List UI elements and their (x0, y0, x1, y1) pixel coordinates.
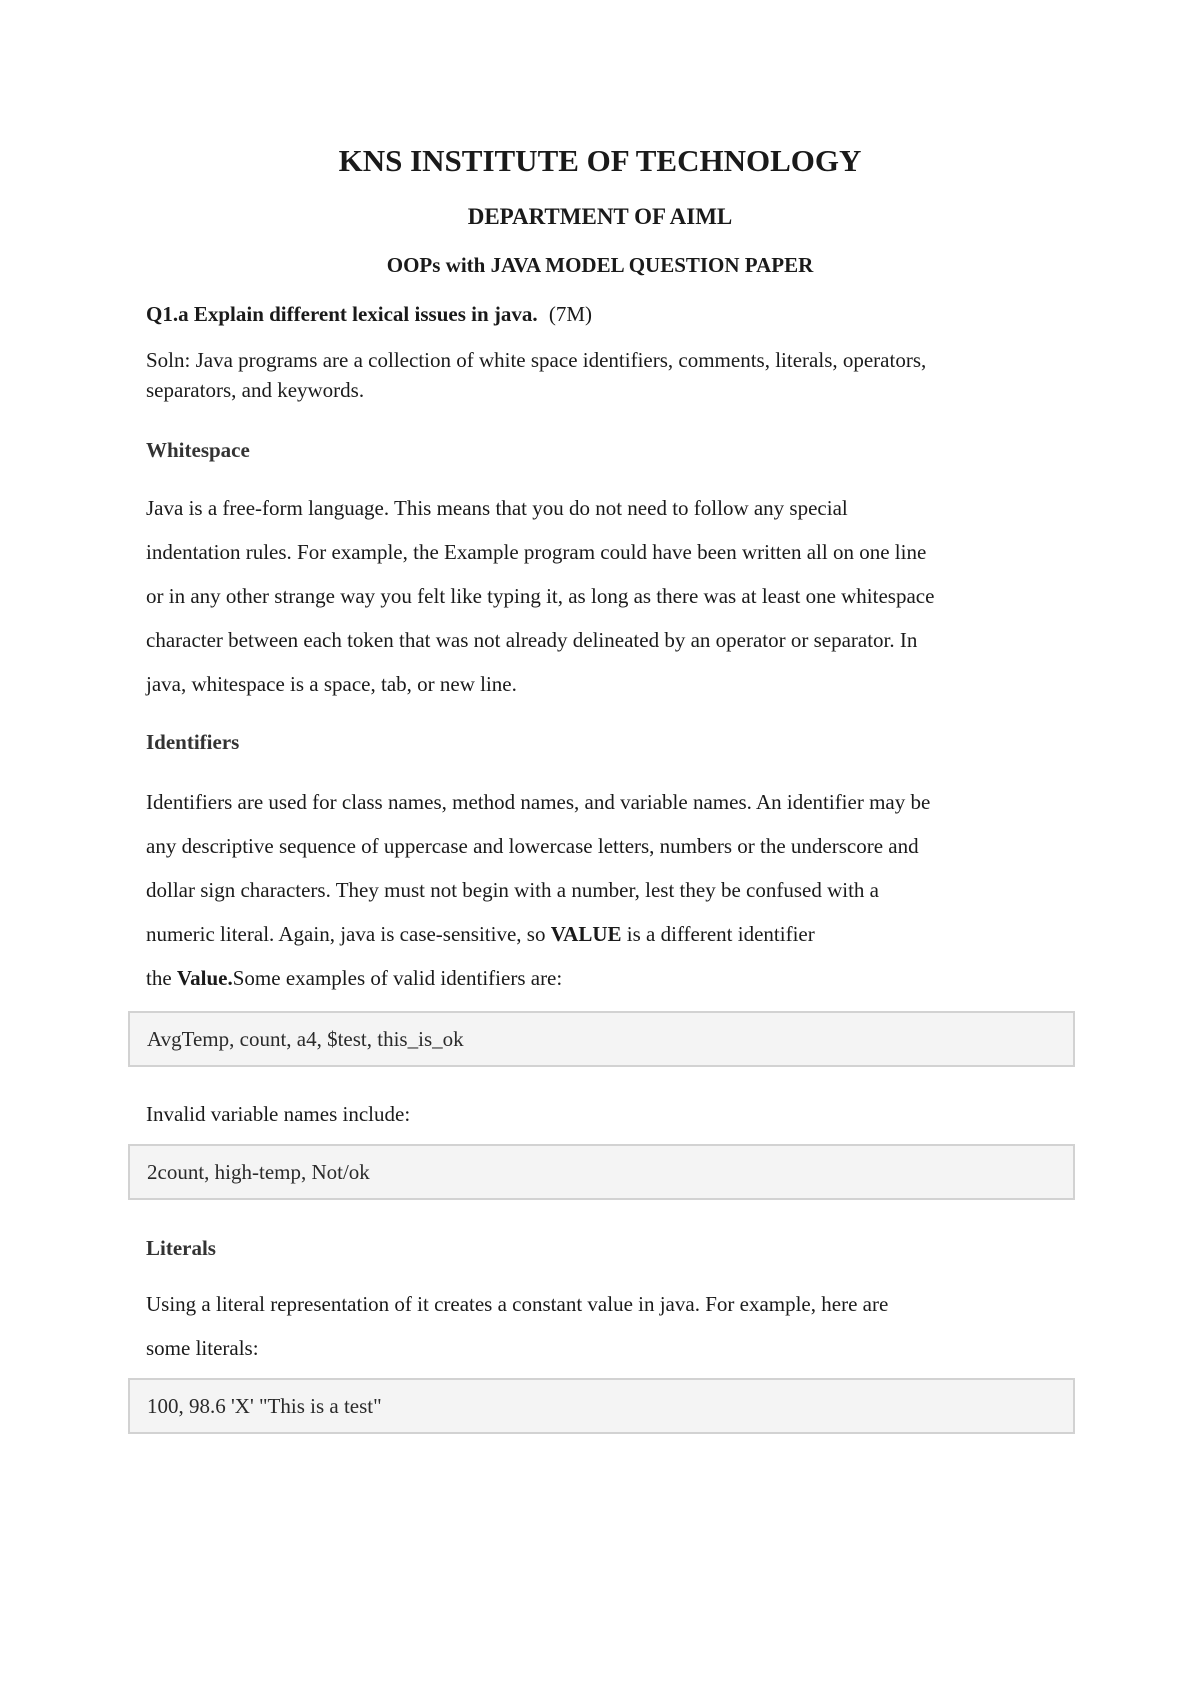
inline-text: Some examples of valid identifiers are: (232, 966, 563, 990)
section-heading-whitespace: Whitespace (146, 438, 250, 462)
question-heading (146, 302, 592, 327)
inline-text: numeric literal. Again, java is case-sensitive, so (146, 922, 551, 946)
inline-bold-text: Value. (176, 966, 233, 990)
section-heading-literals: Literals (146, 1236, 216, 1260)
code-box-invalid-identifiers: 2count, high-temp, Not/ok (128, 1144, 1075, 1200)
inline-bold-text: VALUE (550, 922, 622, 946)
paragraph-line: Invalid variable names include: (146, 1102, 411, 1126)
paragraph-line: indentation rules. For example, the Example program could have been written all on one line (146, 540, 927, 564)
paragraph-line: or in any other strange way you felt like typing it, as long as there was at least one whitespace (146, 584, 935, 608)
department-title: DEPARTMENT OF AIML (467, 204, 733, 229)
paragraph-line (146, 966, 562, 991)
question-marks: (7M) (548, 302, 593, 326)
paragraph-line: Using a literal representation of it creates a constant value in java. For example, here are (146, 1292, 889, 1316)
code-box-valid-identifiers: AvgTemp, count, a4, $test, this_is_ok (128, 1011, 1075, 1067)
institute-title: KNS INSTITUTE OF TECHNOLOGY (338, 143, 862, 178)
paragraph-line: dollar sign characters. They must not begin with a number, lest they be confused with a (146, 878, 880, 902)
paragraph-line: Java is a free-form language. This means that you do not need to follow any special (146, 496, 848, 520)
solution-line: separators, and keywords. (146, 378, 365, 402)
paragraph-line: some literals: (146, 1336, 259, 1360)
inline-text: the (146, 966, 177, 990)
section-heading-identifiers: Identifiers (146, 730, 240, 754)
inline-text: is a different identifier (621, 922, 815, 946)
solution-line: Soln: Java programs are a collection of white space identifiers, comments, literals, operators, (146, 348, 927, 372)
paragraph-line: java, whitespace is a space, tab, or new line. (146, 672, 517, 696)
paragraph-line: any descriptive sequence of uppercase and lowercase letters, numbers or the underscore and (146, 834, 919, 858)
code-box-literals: 100, 98.6 'X' "This is a test" (128, 1378, 1075, 1434)
paragraph-line (146, 922, 815, 947)
paragraph-line: Identifiers are used for class names, method names, and variable names. An identifier may be (146, 790, 931, 814)
paper-title: OOPs with JAVA MODEL QUESTION PAPER (386, 253, 814, 277)
question-text: Q1.a Explain different lexical issues in java. (146, 302, 538, 326)
paragraph-line: character between each token that was not already delineated by an operator or separator. In (146, 628, 918, 652)
